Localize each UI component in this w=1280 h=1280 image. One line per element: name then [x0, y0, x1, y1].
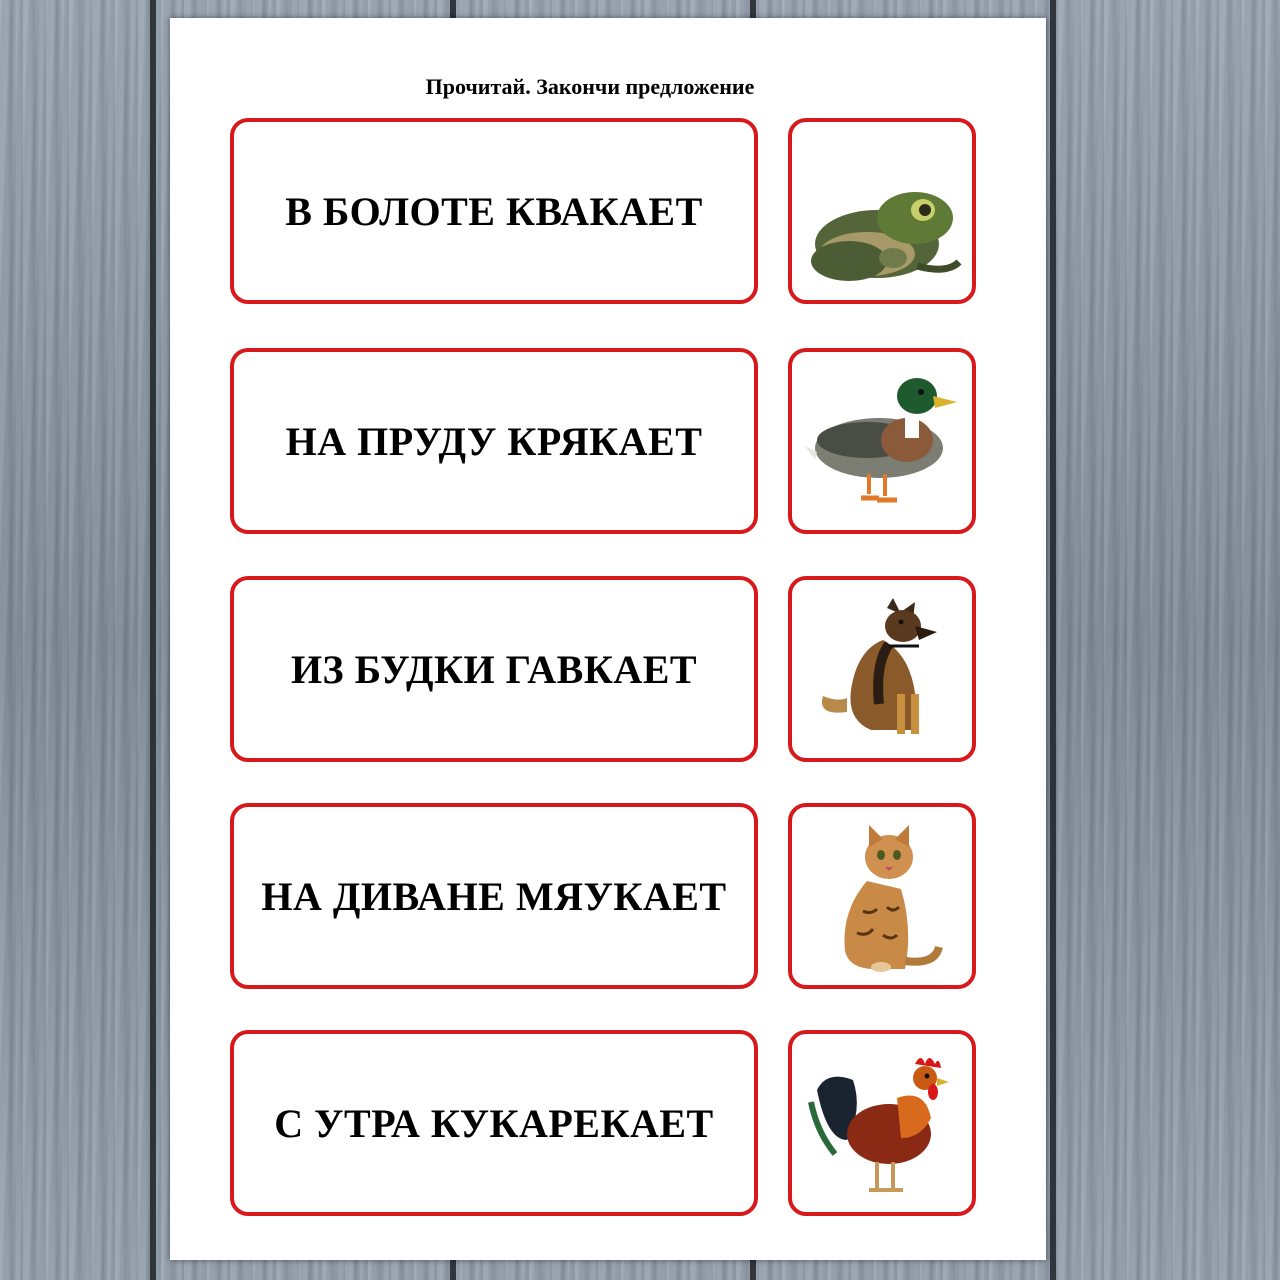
phrase-text: НА ПРУДУ КРЯКАЕТ	[285, 418, 703, 464]
dog-icon	[797, 584, 967, 754]
worksheet-title: Прочитай. Закончи предложение	[425, 74, 755, 99]
rooster-icon	[797, 1038, 967, 1208]
sentence-row	[230, 118, 980, 308]
sentence-row	[230, 576, 980, 766]
phrase-text: С УТРА КУКАРЕКАЕТ	[274, 1100, 714, 1146]
sentence-row	[230, 348, 980, 538]
picture-card	[788, 348, 976, 534]
worksheet-page	[170, 18, 1046, 1260]
phrase-text: НА ДИВАНЕ МЯУКАЕТ	[261, 873, 727, 919]
sentence-row	[230, 803, 980, 993]
picture-card	[788, 118, 976, 304]
phrase-card	[230, 803, 758, 989]
picture-card	[788, 1030, 976, 1216]
picture-card	[788, 576, 976, 762]
phrase-text: В БОЛОТЕ КВАКАЕТ	[285, 188, 703, 234]
sentence-row	[230, 1030, 980, 1220]
duck-icon	[797, 356, 967, 526]
phrase-text: ИЗ БУДКИ ГАВКАЕТ	[290, 646, 698, 692]
phrase-card	[230, 1030, 758, 1216]
phrase-card	[230, 118, 758, 304]
picture-card	[788, 803, 976, 989]
frog-icon	[797, 126, 967, 296]
phrase-card	[230, 576, 758, 762]
phrase-card	[230, 348, 758, 534]
cat-icon	[797, 811, 967, 981]
